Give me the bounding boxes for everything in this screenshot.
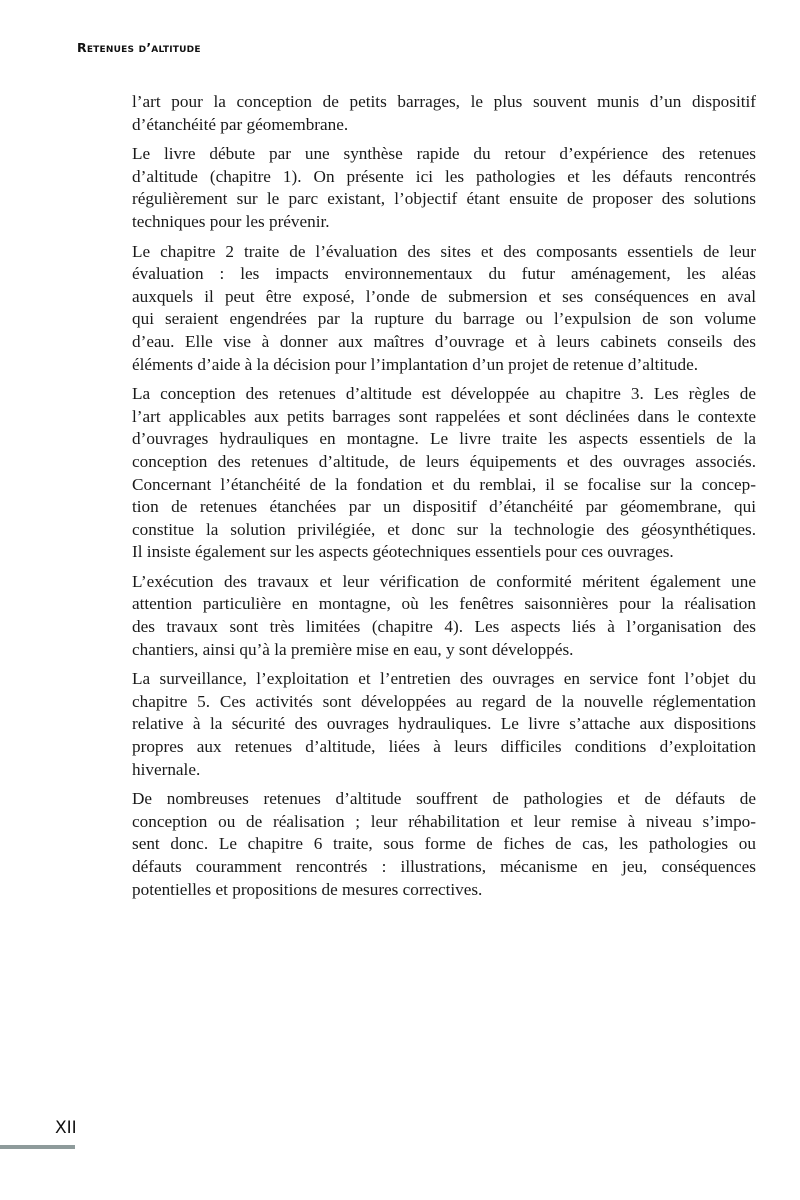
text-line: évaluation : les impacts environnementaux du futur aménagement, les aléas [132,264,756,284]
text-line: l’art applicables aux petits barrages sont rappelées et sont déclinées dans le contexte [132,406,756,426]
text-line: sent donc. Le chapitre 6 traite, sous forme de fiches de cas, les pathologies ou [132,834,756,854]
paragraph [132,383,756,564]
text-line: défauts couramment rencontrés : illustrations, mécanisme en jeu, conséquences [132,857,756,876]
text-line: d’ouvrages hydrauliques en montagne. Le livre traite les aspects essentiels de la [132,429,756,449]
paragraph [132,241,756,377]
text-line: d’altitude (chapitre 1). On présente ici les pathologies et les défauts rencontrés [132,166,756,186]
text-line: hivernale. [132,759,201,779]
text-line: auxquels il peut être exposé, l’onde de submersion et ses conséquences en aval [132,286,756,306]
text-line: Concernant l’étanchéité de la fondation et du remblai, il se focalise sur la concep- [132,474,756,494]
paragraph [132,143,756,233]
text-line: propres aux retenues d’altitude, liées à leurs difficiles conditions d’exploitation [132,737,756,757]
text-line: Il insiste également sur les aspects géotechniques essentiels pour ces ouvrages. [132,542,674,562]
text-line: Le livre débute par une synthèse rapide du retour d’expérience des retenues [132,144,756,164]
text-line: régulièrement sur le parc existant, l’objectif étant ensuite de proposer des solutions [132,189,756,209]
text-line: d’eau. Elle vise à donner aux maîtres d’ouvrage et à leurs cabinets conseils des [132,331,756,351]
paragraph [132,668,756,781]
text-line: qui seraient engendrées par la rupture du barrage ou l’expulsion de son volume [132,309,756,329]
text-line: conception des retenues d’altitude, de leurs équipements et des ouvrages associés. [132,451,756,471]
text-line: éléments d’aide à la décision pour l’implantation d’un projet de retenue d’altitude. [132,354,699,374]
text-line: d’étanchéité par géomembrane. [132,114,349,134]
text-line: L’exécution des travaux et leur vérification de conformité méritent également une [132,571,756,591]
text-line: des travaux sont très limitées (chapitre 4). Les aspects liés à l’organisation des [132,617,756,637]
text-line: De nombreuses retenues d’altitude souffrent de pathologies et de défauts de [132,789,756,809]
text-line: techniques pour les prévenir. [132,211,330,231]
text-line: conception ou de réalisation ; leur réhabilitation et leur remise à niveau s’impo- [132,811,756,831]
text-line: potentielles et propositions de mesures correctives. [132,879,483,899]
footer-bar [0,1145,75,1149]
paragraph [132,571,756,661]
text-line: constitue la solution privilégiée, et donc sur la technologie des géosynthétiques. [132,519,756,539]
text-line: tion de retenues étanchées par un dispositif d’étanchéité par géomembrane, qui [132,497,756,517]
paragraph [132,91,756,136]
text-line: l’art pour la conception de petits barrages, le plus souvent munis d’un dispositif [132,92,756,111]
running-header: Retenues d’altitude [77,40,201,55]
text-line: attention particulière en montagne, où les fenêtres saisonnières pour la réalisation [132,594,756,614]
text-line: chapitre 5. Ces activités sont développées au regard de la nouvelle réglementation [132,691,756,711]
text-line: chantiers, ainsi qu’à la première mise en eau, y sont développés. [132,639,574,659]
paragraph [132,788,756,901]
page-number: XII [55,1118,77,1138]
text-line: relative à la sécurité des ouvrages hydrauliques. Le livre s’attache aux dispositions [132,714,756,734]
text-line: Le chapitre 2 traite de l’évaluation des sites et des composants essentiels de leur [132,241,756,261]
text-line: La conception des retenues d’altitude est développée au chapitre 3. Les règles de [132,384,756,404]
text-line: La surveillance, l’exploitation et l’entretien des ouvrages en service font l’objet du [132,669,756,689]
body-text [132,91,756,908]
